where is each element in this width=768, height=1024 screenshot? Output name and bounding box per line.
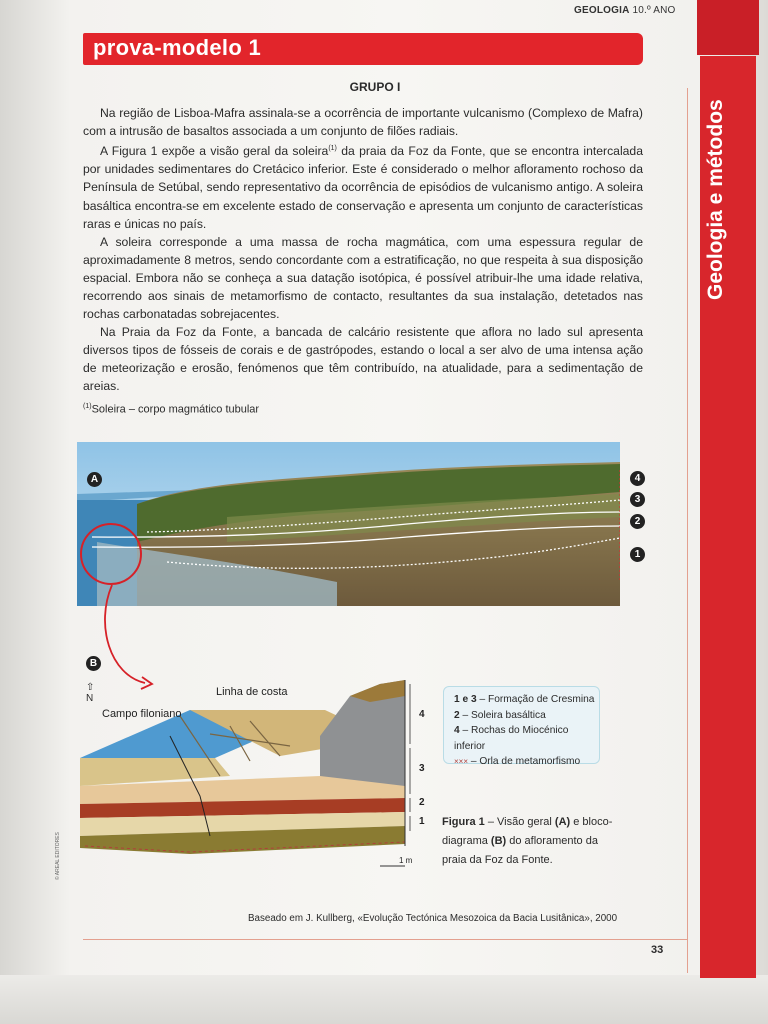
paragraph: A soleira corresponde a uma massa de rocha magmática, com uma espessura regular de aproximadamente 8 metros, sendo concordante com a estratificação, no que respeita à sua disposição espacial. Embora não se conheça a sua datação isotópica, é possível atribuir-lhe uma idade relativa, recorrendo aos sinais de metamorfismo de contacto, resultantes da sua instalação, detetados nas rochas carbonatadas sobrejacentes. <box>83 234 643 322</box>
north-arrow-icon: ⇧ N <box>86 682 95 704</box>
sidebar-tab <box>697 0 759 55</box>
page-title: prova-modelo 1 <box>93 35 262 60</box>
body-text <box>83 104 643 396</box>
page-number: 33 <box>651 944 664 956</box>
footnote: $^{(1)}$Soleira – corpo magmático tubular <box>83 403 260 416</box>
legend-item: 2 – Soleira basáltica <box>454 709 546 721</box>
block-number: 3 <box>419 763 425 774</box>
paragraph: Na região de Lisboa-Mafra assinala-se a ocorrência de importante vulcanismo (Complexo de Mafra) com a intrusão de basaltos associada a um conjunto de filões radiais. <box>83 106 643 139</box>
block-diagram <box>80 676 440 876</box>
photo-marker: 1 <box>630 547 645 562</box>
paragraph: Na Praia da Foz da Fonte, a bancada de calcário resistente que aflora no lado sul apresenta diversos tipos de fósseis de corais e de gastrópodes, estando o local a ser alvo de uma intensa ação de meteorização e erosão, fenómenos que têm contribuído, na atualidade, para a sedimentação de areias. <box>83 325 643 394</box>
legend-item: ××× – Orla de metamorfismo <box>454 756 581 767</box>
block-number: 4 <box>419 709 425 720</box>
label-dike-field: Campo filoniano <box>102 708 182 720</box>
badge-b: B <box>86 656 101 671</box>
source-citation: Baseado em J. Kullberg, «Evolução Tectónica Mesozoica da Bacia Lusitânica», 2000 <box>248 913 618 924</box>
paragraph: A Figura 1 expõe a visão geral da soleira$^{(1)}$ da praia da Foz da Fonte, que se encontra intercalada por unidades sedimentares do Cretácico inferior. Este é considerado o melhor afloramento rochoso da Península de Setúbal, sendo representativo da ocorrência de episódios de vulcanismo antigo. A soleira basáltica encontra-se em excelente estado de conservação e apresenta um conjunto de características raras e únicas no país. <box>83 144 643 231</box>
photo-marker: 2 <box>630 514 645 529</box>
photo-marker: 3 <box>630 492 645 507</box>
label-coastline: Linha de costa <box>216 686 288 698</box>
figure-caption: Figura 1 – Visão geral (A) e bloco-diagrama (B) do afloramento da praia da Foz da Fonte. <box>442 816 613 866</box>
group-title: GRUPO I <box>349 80 401 94</box>
photo-outcrop <box>77 442 620 606</box>
title-banner <box>83 33 643 65</box>
figure-legend <box>443 686 600 767</box>
page-shadow <box>0 975 768 1024</box>
badge-a: A <box>87 472 102 487</box>
frame-bottom-line <box>83 939 687 940</box>
block-number: 2 <box>419 797 425 808</box>
legend-item: 1 e 3 – Formação de Cresmina <box>454 694 595 705</box>
photo-marker: 4 <box>630 471 645 486</box>
legend-item: 4 – Rochas do Miocénico inferior <box>454 725 569 752</box>
running-header: GEOLOGIA 10.º ANO <box>574 5 676 16</box>
scale-label: 1 m <box>399 856 413 865</box>
sidebar-label: Geologia e métodos <box>704 99 727 300</box>
frame-line <box>687 88 688 973</box>
copyright: © AREAL EDITORES <box>55 832 61 880</box>
block-number: 1 <box>419 816 425 827</box>
